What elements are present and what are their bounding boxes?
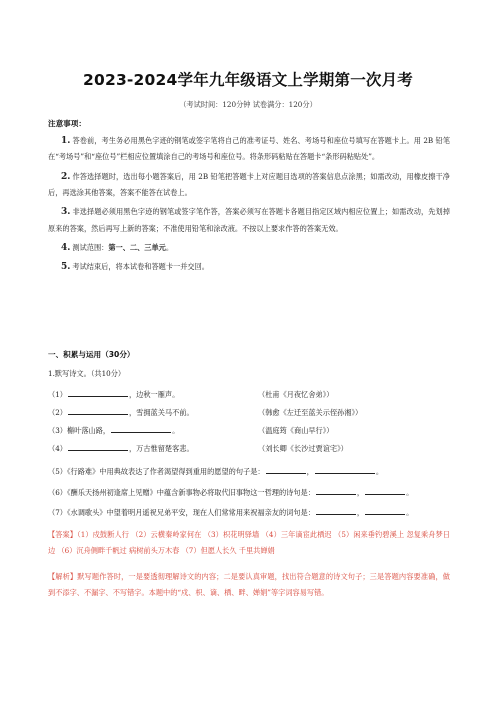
- analysis-label: 【解析】: [48, 572, 78, 581]
- answer-blank[interactable]: [68, 406, 128, 415]
- page-title: 2023-2024学年九年级语文上学期第一次月考: [82, 71, 413, 89]
- poem-row: [48, 422, 450, 440]
- poem-rows: [48, 386, 450, 458]
- answer-blank[interactable]: [68, 388, 128, 397]
- question-title: 1.默写诗文。（共10分）: [48, 369, 126, 378]
- answer-blank[interactable]: [315, 465, 375, 474]
- notice-item: [48, 169, 450, 202]
- poem-prefix: （2）: [48, 408, 67, 417]
- answer-blank[interactable]: [266, 465, 306, 474]
- poem-row: [48, 440, 450, 458]
- answer-text: （1）戍鼓断人行 （2）云横秦岭家何在 （3）枳花明驿墙 （4）三年谪宦此栖迟 （5）闲来垂钓碧溪上 忽复乘舟梦日边 （6）沉舟侧畔千帆过 病树前头万木春 （7）但愿人长久 千里共婵娟: [48, 530, 450, 556]
- answer-blank[interactable]: [111, 424, 171, 433]
- poem-text: ，雪拥蓝关马不前。: [128, 408, 194, 417]
- answer-label: 【答案】: [48, 530, 78, 539]
- notice-number: 2.: [61, 171, 71, 182]
- poem-text: ，万古惟留楚客悲。: [128, 444, 194, 453]
- poem-prefix: （4）: [48, 444, 67, 453]
- notice-list: [48, 133, 450, 278]
- answer-blank[interactable]: [365, 486, 405, 495]
- notice-text: 答卷前，考生务必用黑色字迹的钢笔或签字笔将自己的准考证号、姓名、考场号和座位号填写在答题卡上。用 2B 铅笔在“考场号”和“座位号”栏相应位置填涂自己的考场号和座位号。将条形码粘贴在答题卡“条形码粘贴处”。: [48, 136, 450, 162]
- poem-row: [48, 386, 450, 404]
- notice-text: 非选择题必须用黑色字迹的钢笔或签字笔作答，答案必须写在答题卡各题目指定区域内相应位置上；如需改动，先划掉原来的答案，然后再写上新的答案；不准使用铅笔和涂改液。不按以上要求作答的答案无效。: [48, 207, 450, 233]
- notice-number: 4.: [61, 242, 71, 253]
- notice-item: [48, 240, 450, 256]
- notice-item: [48, 259, 450, 275]
- exam-info: （考试时间：120分钟 试卷满分：120分）: [179, 100, 317, 109]
- poem-source: （温庭筠《商山早行》）: [258, 426, 334, 435]
- notice-text: 作答选择题时，选出每小题答案后，用 2B 铅笔把答题卡上对应题目选项的答案信息点涂黑；如需改动，用橡皮擦干净后，再选涂其他答案，答案不能答在试卷上。: [48, 171, 450, 198]
- notice-item: [48, 204, 450, 237]
- poem-text: ，边秋一雁声。: [128, 390, 180, 399]
- analysis-block: [48, 569, 450, 602]
- notice-text: 。: [165, 242, 174, 252]
- answer-blank[interactable]: [365, 506, 405, 515]
- poem-line: [48, 386, 179, 404]
- notice-item: [48, 133, 450, 166]
- poem-prefix: （3）槲叶落山路，: [48, 426, 111, 435]
- question-line: （5）《行路难》中用典故表达了作者渴望得到重用的愿望的句子是： ， 。: [48, 467, 384, 476]
- question-line: （6）《酬乐天扬州初逢席上见赠》中蕴含新事物必将取代旧事物这一哲理的诗句是： ， 。: [48, 488, 414, 497]
- poem-prefix: （1）: [48, 390, 67, 399]
- poem-line: [48, 404, 194, 422]
- question-text: （7）《水调歌头》中望着明月遥祝兄弟平安，现在人们常常用来祝福亲友的词句是：: [48, 508, 315, 517]
- poem-line: [48, 440, 194, 458]
- notice-number: 3.: [61, 207, 71, 218]
- poem-source: （刘长卿《长沙过贾谊宅》）: [258, 444, 348, 453]
- poem-source: （杜甫《月夜忆舍弟》）: [258, 390, 334, 399]
- analysis-text: 默写题作答时，一是要透彻理解诗文的内容；二是要认真审题，找出符合题意的诗文句子；三是答题内容要准确，做到不添字、不漏字、不写错字。本题中的“戍、枳、谪、栖、畔、婵娟”等字词容易写错。: [48, 572, 450, 598]
- poem-line: [48, 422, 179, 440]
- question-text: （5）《行路难》中用典故表达了作者渴望得到重用的愿望的句子是：: [48, 467, 265, 476]
- answer-block: [48, 527, 450, 560]
- notice-number: 5.: [61, 262, 71, 273]
- notice-number: 1.: [61, 136, 71, 146]
- section-heading: 一、积累与运用（30分）: [48, 350, 135, 359]
- notice-text: 考试结束后，将本试卷和答题卡一并交回。: [72, 262, 209, 272]
- question-line: （7）《水调歌头》中望着明月遥祝兄弟平安，现在人们常常用来祝福亲友的词句是： ， 。: [48, 508, 414, 517]
- answer-blank[interactable]: [316, 506, 356, 515]
- notice-text: 测试范围：: [72, 242, 109, 252]
- poem-text: 。: [172, 426, 180, 435]
- notice-heading: 注意事项：: [48, 119, 86, 128]
- poem-row: [48, 404, 450, 422]
- question-text: （6）《酬乐天扬州初逢席上见赠》中蕴含新事物必将取代旧事物这一哲理的诗句是：: [48, 488, 315, 497]
- answer-blank[interactable]: [316, 486, 356, 495]
- poem-source: （韩愈《左迁至蓝关示侄孙湘》）: [258, 408, 363, 417]
- answer-blank[interactable]: [68, 442, 128, 451]
- test-scope: 第一、二、三单元: [108, 242, 166, 252]
